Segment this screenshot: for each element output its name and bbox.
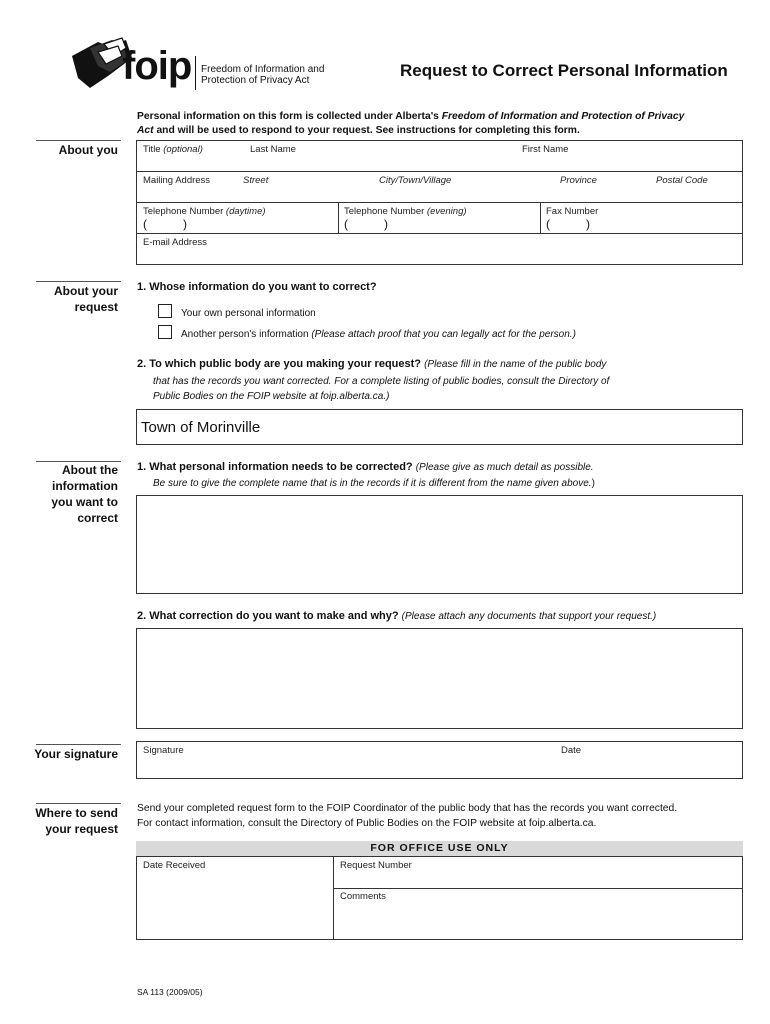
section-where-to-send: Where to send your request (35, 806, 118, 836)
logo-line-1: Freedom of Information and (201, 64, 325, 75)
public-body-input[interactable] (136, 409, 743, 445)
email-field[interactable]: E-mail Address (143, 237, 207, 248)
postal-code-field[interactable]: Postal Code (656, 175, 708, 186)
signature-field[interactable]: Signature (143, 745, 184, 756)
form-code: SA 113 (2009/05) (137, 987, 203, 997)
logo-word: foip (122, 44, 192, 88)
area-code-open: ( (344, 217, 348, 231)
col-divider (333, 857, 334, 940)
section-about-request: About your request (54, 284, 118, 314)
question-whose-info: 1. Whose information do you want to correct? (137, 281, 377, 293)
correction-textarea[interactable] (136, 628, 743, 729)
last-name-field[interactable]: Last Name (250, 144, 296, 155)
phone-evening-field[interactable]: Telephone Number (evening) (344, 206, 467, 217)
row-divider (136, 233, 743, 234)
option-another-person-label: Another person's information (Please attach proof that you can legally act for the person.) (181, 329, 576, 340)
public-body-note-3: Public Bodies on the FOIP website at foip.alberta.ca.) (153, 391, 390, 402)
office-use-title: FOR OFFICE USE ONLY (370, 842, 509, 854)
section-rule (36, 140, 121, 141)
question-info-to-correct: 1. What personal information needs to be corrected? (Please give as much detail as possible. (137, 461, 594, 473)
street-field[interactable]: Street (243, 175, 269, 186)
public-body-note-2: that has the records you want corrected. For a complete listing of public bodies, consult the Directory of (153, 376, 610, 387)
option-own-info-label: Your own personal information (181, 308, 316, 319)
city-field[interactable]: City/Town/Village (379, 175, 452, 186)
public-body-value: Town of Morinville (141, 419, 261, 436)
section-rule (36, 281, 121, 282)
date-received-field[interactable]: Date Received (143, 860, 206, 871)
date-field[interactable]: Date (561, 745, 582, 756)
section-rule (36, 744, 121, 745)
logo-divider (195, 56, 196, 90)
foip-logo (68, 36, 338, 96)
section-signature: Your signature (34, 747, 118, 761)
question-public-body: 2. To which public body are you making your request? (Please fill in the name of the public body (137, 358, 607, 370)
province-field[interactable]: Province (560, 175, 597, 186)
section-about-info: About the information you want to correct (51, 463, 118, 525)
row-divider (136, 171, 743, 172)
area-code-open: ( (143, 217, 147, 231)
info-to-correct-textarea[interactable] (136, 495, 743, 594)
request-number-field[interactable]: Request Number (340, 860, 412, 871)
area-code-close: ) (183, 217, 187, 231)
send-instructions: Send your completed request form to the FOIP Coordinator of the public body that has the records you want corrected. For contact information, consult the Directory of Public Bodies on the FOIP website at foip.alberta.ca. (137, 803, 678, 829)
question-correction: 2. What correction do you want to make and why? (Please attach any documents that support your request.) (137, 610, 657, 622)
checkbox-own-info[interactable] (158, 304, 172, 318)
area-code-close: ) (586, 217, 590, 231)
section-about-you: About you (58, 143, 118, 157)
area-code-open: ( (546, 217, 550, 231)
checkbox-another-person[interactable] (158, 325, 172, 339)
logo-line-2: Protection of Privacy Act (201, 75, 310, 86)
area-code-close: ) (384, 217, 388, 231)
row-divider (333, 888, 743, 889)
form-title: Request to Correct Personal Information (400, 61, 728, 80)
signature-box (136, 741, 743, 779)
fax-field[interactable]: Fax Number (546, 206, 599, 217)
col-divider (338, 202, 339, 233)
intro-text: Personal information on this form is collected under Alberta's Freedom of Information and Protection of Privacy Act and will be used to respond to your request. See instructions for completing this form. (137, 111, 685, 136)
info-note-2: Be sure to give the complete name that is in the records if it is different from the name given above.) (153, 478, 595, 489)
phone-daytime-field[interactable]: Telephone Number (daytime) (143, 206, 266, 217)
title-field[interactable]: Title (optional) (143, 144, 203, 155)
section-rule (36, 803, 121, 804)
mailing-address-label: Mailing Address (143, 175, 211, 186)
col-divider (540, 202, 541, 233)
comments-field[interactable]: Comments (340, 891, 386, 902)
first-name-field[interactable]: First Name (522, 144, 569, 155)
row-divider (136, 202, 743, 203)
